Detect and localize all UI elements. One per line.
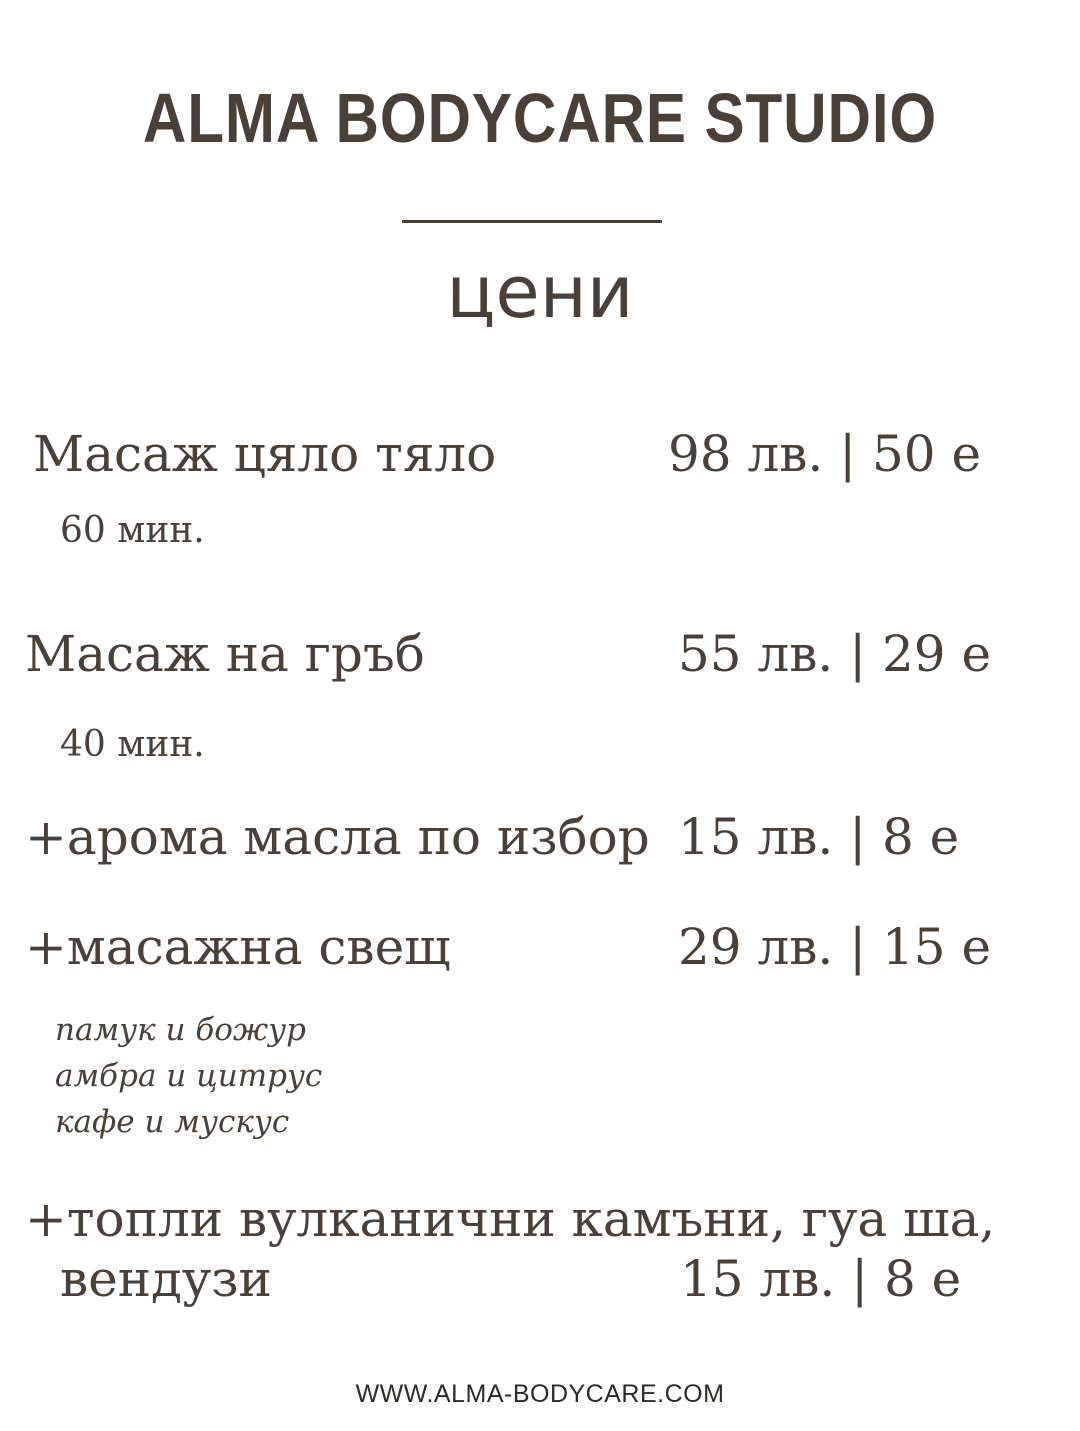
- price-list-title: цени: [446, 250, 634, 334]
- candle-option: кафе и мускус: [55, 1104, 290, 1140]
- website-link[interactable]: WWW.ALMA-BODYCARE.COM: [355, 1380, 725, 1408]
- service-name-back-massage: Масаж на гръб: [25, 625, 425, 683]
- addon-price-aroma-oils: 15 лв. | 8 е: [678, 808, 960, 866]
- service-name-full-body-massage: Масаж цяло тяло: [33, 425, 497, 483]
- candle-option: памук и божур: [55, 1012, 306, 1048]
- service-duration-full-body-massage: 60 мин.: [60, 510, 205, 551]
- title-divider: [402, 220, 662, 223]
- addon-name-hot-stones: +топли вулканични камъни, гуа ша,: [25, 1190, 996, 1248]
- service-price-back-massage: 55 лв. | 29 е: [678, 625, 992, 683]
- service-duration-back-massage: 40 мин.: [60, 724, 205, 765]
- addon-name-aroma-oils: +арома масла по избор: [25, 808, 650, 866]
- addon-name-hot-stones-line2: вендузи: [60, 1250, 272, 1308]
- addon-price-massage-candle: 29 лв. | 15 е: [678, 918, 992, 976]
- candle-option: амбра и цитрус: [55, 1058, 323, 1094]
- studio-name: ALMA BODYCARE STUDIO: [142, 79, 938, 157]
- addon-name-massage-candle: +масажна свещ: [25, 918, 451, 976]
- addon-price-hot-stones: 15 лв. | 8 е: [680, 1250, 962, 1308]
- service-price-full-body-massage: 98 лв. | 50 е: [668, 425, 982, 483]
